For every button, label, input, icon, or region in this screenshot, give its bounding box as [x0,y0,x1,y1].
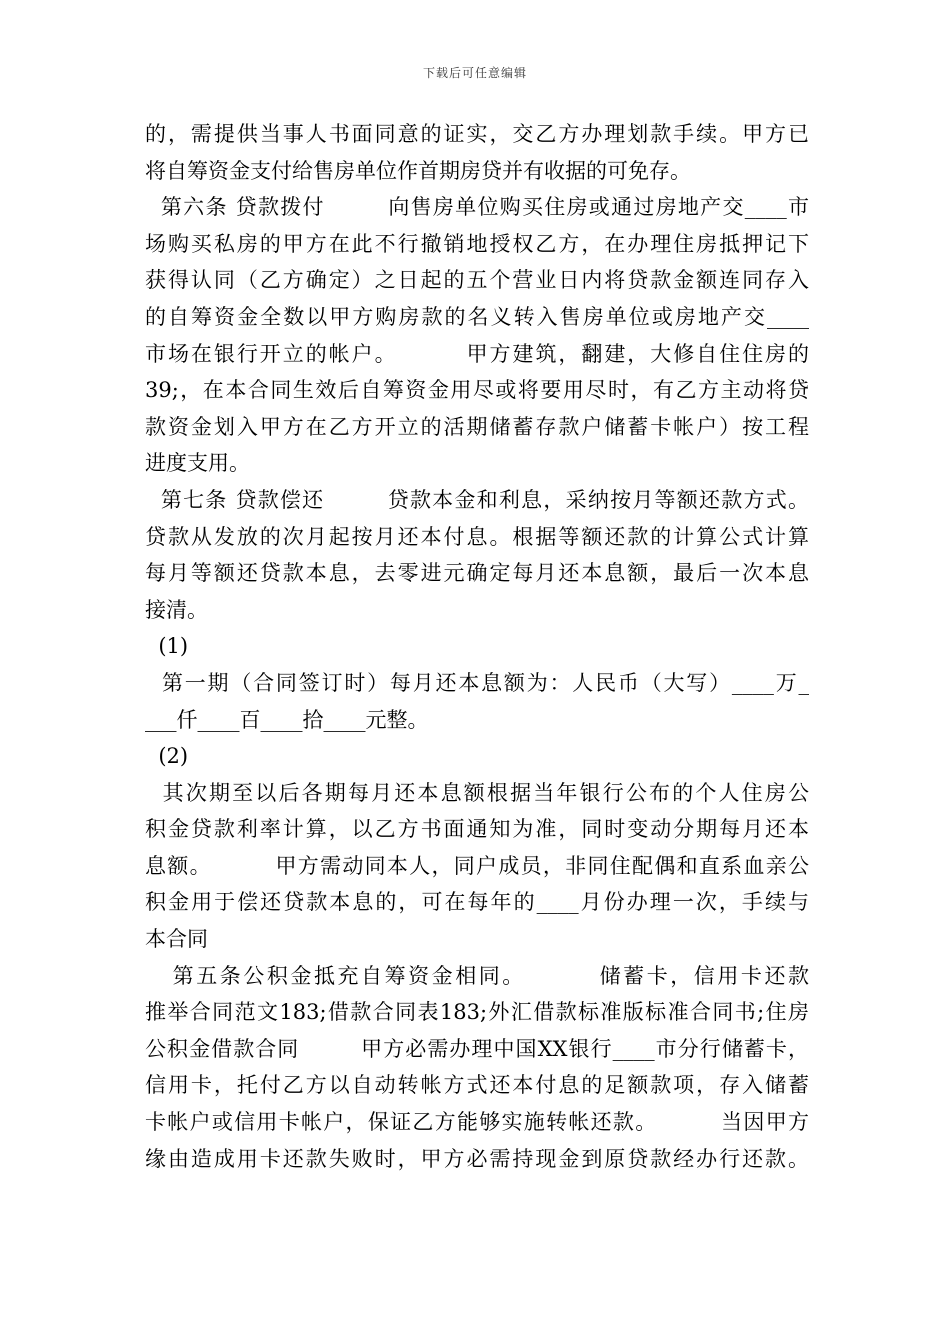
text-line: 息额。 甲方需动同本人，同户成员，非同住配偶和直系血亲公 [145,853,809,878]
text-line: 积金贷款利率计算，以乙方书面通知为准，同时变动分期每月还本 [145,817,809,842]
text-line: 市场在银行开立的帐户。 甲方建筑，翻建，大修自住住房的 [145,341,809,366]
text-line: 接清。 [145,597,208,622]
text-line: 公积金借款合同 甲方必需办理中国XX银行____市分行储蓄卡， [145,1036,809,1061]
text-line: ___仟____百____拾____元整。 [145,707,429,732]
text-line: 第五条公积金抵充自筹资金相同。 储蓄卡，信用卡还款 [145,963,809,988]
text-line: 积金用于偿还贷款本息的，可在每年的____月份办理一次，手续与 [145,890,809,915]
text-line: 款资金划入甲方在乙方开立的活期储蓄存款户储蓄卡帐户）按工程 [145,414,809,439]
text-line: 第一期（合同签订时）每月还本息额为：人民币（大写）____万_ [145,670,809,695]
text-line: 推举合同范文183;借款合同表183;外汇借款标准版标准合同书;住房 [145,1000,809,1025]
text-line: 场购买私房的甲方在此不行撤销地授权乙方，在办理住房抵押记下 [145,231,809,256]
text-line: 其次期至以后各期每月还本息额根据当年银行公布的个人住房公 [145,780,809,805]
text-line: 本合同 [145,927,208,952]
text-line: 信用卡，托付乙方以自动转帐方式还本付息的足额款项，存入储蓄 [145,1073,809,1098]
text-line: (2) [145,744,189,769]
text-line: 缘由造成用卡还款失败时，甲方必需持现金到原贷款经办行还款。 [145,1146,809,1171]
text-line: 的自筹资金全数以甲方购房款的名义转入售房单位或房地产交____ [145,304,809,329]
text-line: 卡帐户或信用卡帐户，保证乙方能够实施转帐还款。 当因甲方 [145,1110,809,1135]
text-line: (1) [145,634,189,659]
text-line: 贷款从发放的次月起按月还本付息。根据等额还款的计算公式计算 [145,524,809,549]
text-line: 第六条 贷款拨付 向售房单位购买住房或通过房地产交____市 [145,195,809,220]
text-line: 39;，在本合同生效后自筹资金用尽或将要用尽时，有乙方主动将贷 [145,378,809,403]
text-line: 进度支用。 [145,451,250,476]
document-body [145,116,809,1177]
text-line: 第七条 贷款偿还 贷款本金和利息，采纳按月等额还款方式。 [145,487,809,512]
page-header: 下载后可任意编辑 [422,66,527,80]
text-line: 的，需提供当事人书面同意的证实，交乙方办理划款手续。甲方已 [145,122,809,146]
text-line: 将自筹资金支付给售房单位作首期房贷并有收据的可免存。 [145,158,691,183]
text-line: 每月等额还贷款本息，去零进元确定每月还本息额，最后一次本息 [145,561,809,586]
text-line: 获得认同（乙方确定）之日起的五个营业日内将贷款金额连同存入 [145,268,809,293]
